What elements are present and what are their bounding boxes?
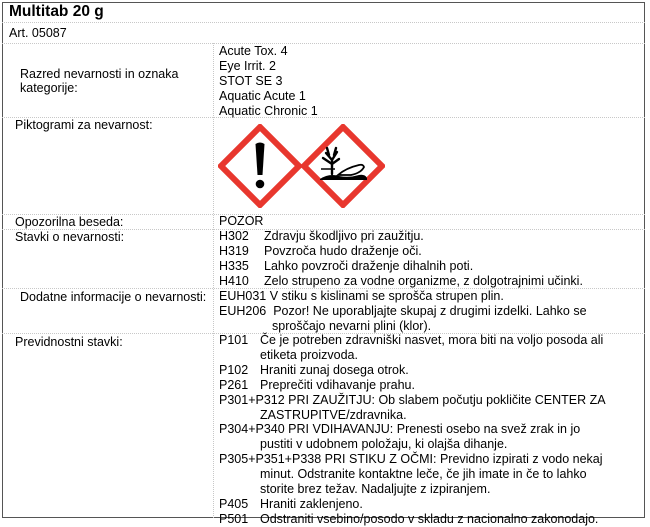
hazard-class-item: Aquatic Chronic 1 xyxy=(219,103,318,118)
precautionary-statement-continuation: pustiti v udobnem položaju, ki olajša dihanje. xyxy=(260,437,508,452)
supplemental-statement-continuation: sproščajo nevarni plini (klor). xyxy=(272,318,432,333)
precautionary-statement: P405 Hraniti zaklenjeno. xyxy=(219,496,363,511)
signal-word-value: POZOR xyxy=(219,214,264,228)
hazard-statements-label: Stavki o nevarnosti: xyxy=(15,230,125,244)
precautionary-statement-continuation: ZASTRUPITVE/zdravnika. xyxy=(260,407,407,422)
hazard-class-item: Aquatic Acute 1 xyxy=(219,88,306,103)
supplemental-info-label: Dodatne informacije o nevarnosti: xyxy=(20,290,207,304)
hazard-class-item: STOT SE 3 xyxy=(219,73,283,88)
hazard-statement: H410 Zelo strupeno za vodne organizme, z dolgotrajnimi učinki. xyxy=(219,273,583,288)
precautionary-statement-continuation: etiketa proizvoda. xyxy=(260,347,358,362)
hazard-class-values xyxy=(219,44,318,119)
precautionary-statement: P304+P340 PRI VDIHAVANJU: Prenesti osebo na svež zrak in jo xyxy=(219,422,581,437)
precautionary-statement: P501 Odstraniti vsebino/posodo v skladu z nacionalno zakonodajo. xyxy=(219,511,599,526)
hazard-class-item: Eye Irrit. 2 xyxy=(219,58,276,73)
column-divider xyxy=(213,43,214,518)
precautionary-statement: P305+P351+P338 PRI STIKU Z OČMI: Previdno izpirati z vodo nekaj xyxy=(219,452,603,467)
precautionary-statements-label: Previdnostni stavki: xyxy=(15,335,123,349)
hazard-statement: H335 Lahko povzroči draženje dihalnih poti. xyxy=(219,258,474,273)
article-number: Art. 05087 xyxy=(9,26,67,40)
supplemental-statement: EUH031 V stiku s kislinami se sprošča strupen plin. xyxy=(219,289,504,303)
hazard-statement: H319 Povzroča hudo draženje oči. xyxy=(219,243,422,258)
product-title: Multitab 20 g xyxy=(9,3,104,20)
pictograms-label: Piktogrami za nevarnost: xyxy=(15,118,153,132)
hazard-class-label: Razred nevarnosti in oznaka kategorije: xyxy=(20,67,179,95)
precautionary-statement-continuation: storite brez težav. Nadaljujte z izpiranjem. xyxy=(260,482,491,497)
precautionary-statement-continuation: minut. Odstranite kontaktne leče, če jih imate in če to lahko xyxy=(260,467,587,482)
hazard-statements-list xyxy=(219,229,583,289)
environment-hazard-icon xyxy=(301,124,385,208)
supplemental-info-list xyxy=(219,289,587,334)
precautionary-statement: P301+P312 PRI ZAUŽITJU: Ob slabem počutju pokličite CENTER ZA xyxy=(219,392,606,407)
row-divider xyxy=(2,22,645,23)
precautionary-statement: P102 Hraniti zunaj dosega otrok. xyxy=(219,362,409,377)
precautionary-statements-list xyxy=(219,333,606,527)
supplemental-statement: EUH206 Pozor! Ne uporabljajte skupaj z drugimi izdelki. Lahko se xyxy=(219,303,587,318)
precautionary-statement: P101 Če je potreben zdravniški nasvet, mora biti na voljo posoda ali xyxy=(219,333,604,347)
row-divider xyxy=(2,43,645,44)
hazard-statement: H302 Zdravju škodljivo pri zaužitju. xyxy=(219,229,424,243)
exclamation-mark-icon xyxy=(218,124,302,208)
hazard-class-item: Acute Tox. 4 xyxy=(219,44,288,58)
signal-word-label: Opozorilna beseda: xyxy=(15,215,124,229)
precautionary-statement: P261 Preprečiti vdihavanje prahu. xyxy=(219,377,415,392)
